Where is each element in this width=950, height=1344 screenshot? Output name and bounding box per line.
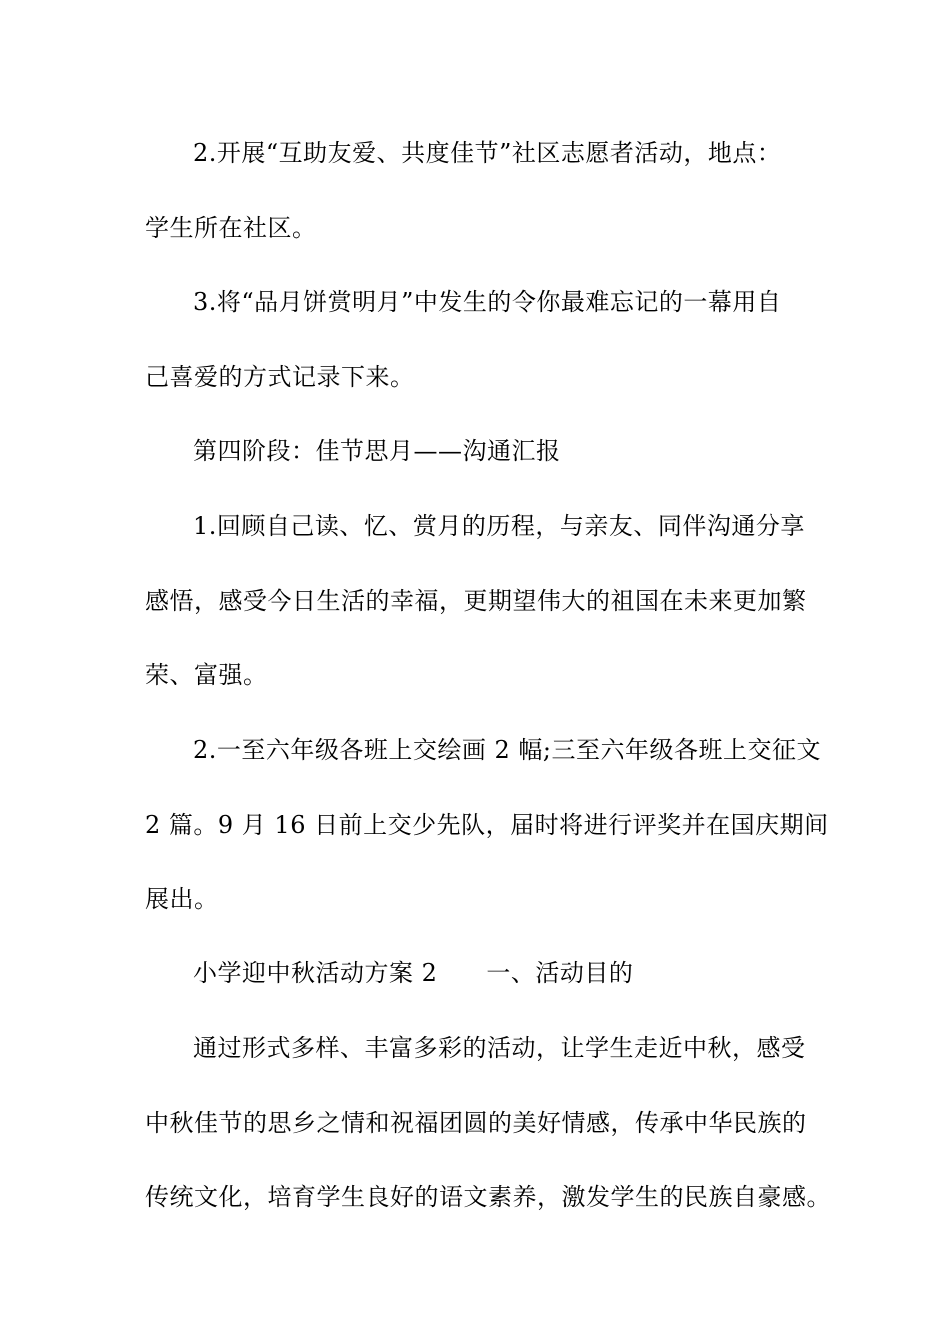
document-title-line: 小学迎中秋活动方案 2 一、活动目的 (193, 959, 634, 987)
paragraph-line: 2.一至六年级各班上交绘画 2 幅;三至六年级各班上交征文 (193, 736, 822, 764)
paragraph-line: 中秋佳节的思乡之情和祝福团圆的美好情感，传承中华民族的 (145, 1109, 807, 1137)
paragraph-line: 传统文化，培育学生良好的语文素养，激发学生的民族自豪感。 (145, 1183, 831, 1211)
paragraph-line: 己喜爱的方式记录下来。 (145, 363, 415, 391)
paragraph-line: 1.回顾自己读、忆、赏月的历程，与亲友、同伴沟通分享 (193, 512, 805, 540)
section-heading: 第四阶段：佳节思月——沟通汇报 (193, 437, 561, 465)
paragraph-line: 2.开展“互助友爱、共度佳节”社区志愿者活动，地点： (193, 139, 782, 167)
paragraph-line: 感悟，感受今日生活的幸福，更期望伟大的祖国在未来更加繁 (145, 587, 807, 615)
paragraph-line: 展出。 (145, 885, 219, 913)
paragraph-line: 荣、富强。 (145, 661, 268, 689)
paragraph-line: 学生所在社区。 (145, 214, 317, 242)
paragraph-line: 2 篇。9 月 16 日前上交少先队，届时将进行评奖并在国庆期间 (145, 811, 829, 839)
paragraph-line: 3.将“品月饼赏明月”中发生的令你最难忘记的一幕用自 (193, 288, 782, 316)
paragraph-line: 通过形式多样、丰富多彩的活动，让学生走近中秋，感受 (193, 1034, 806, 1062)
